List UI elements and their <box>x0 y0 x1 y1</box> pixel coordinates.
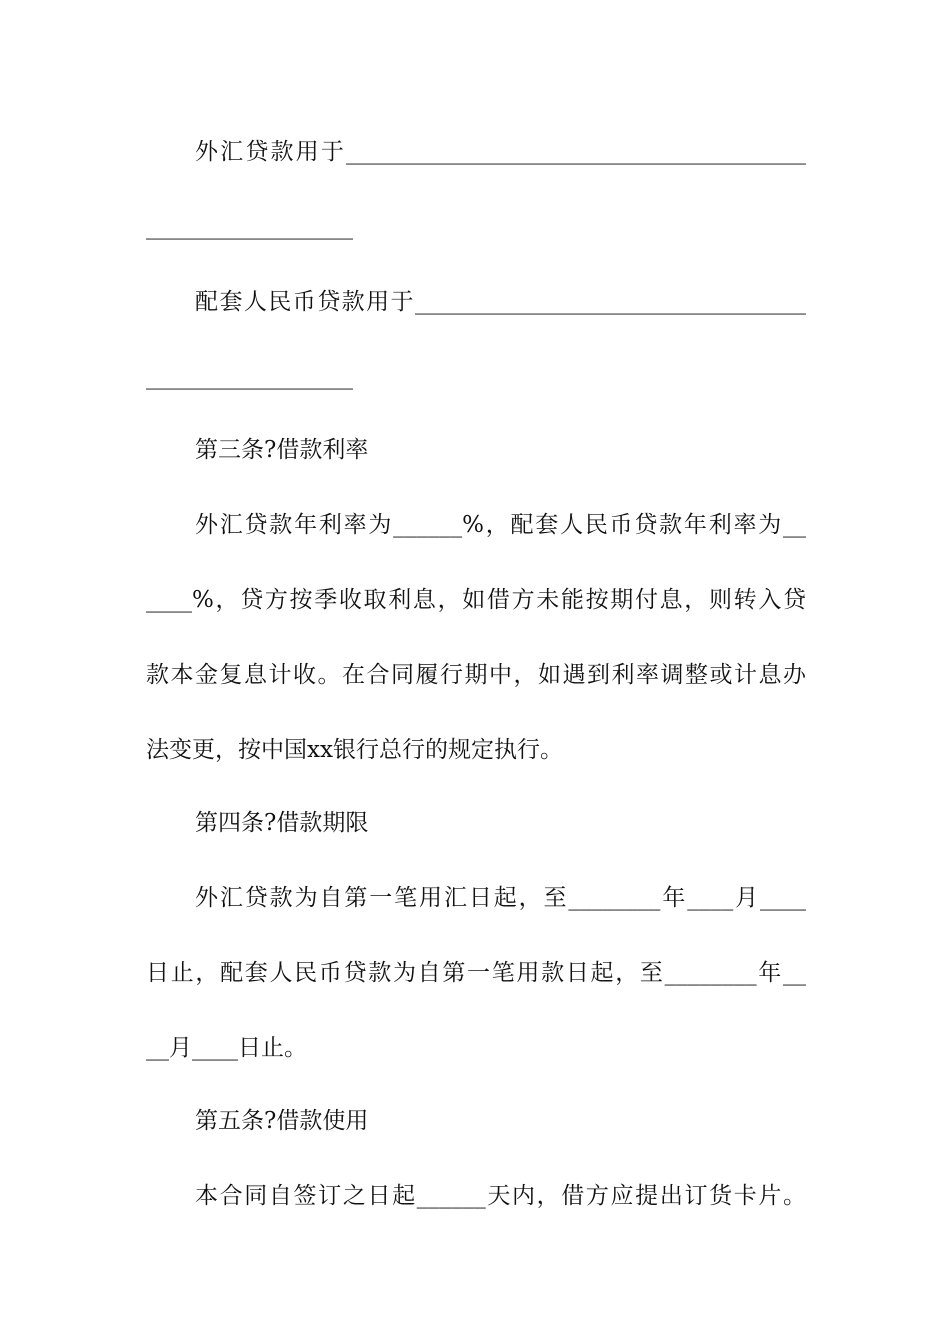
interest-rate-line-3: 款本金复息计收。在合同履行期中，如遇到利率调整或计息办 <box>146 662 806 688</box>
loan-term-line-2: 日止，配套人民币贷款为自第一笔用款日起，至________年__ <box>146 960 806 986</box>
article-5-heading: 第五条?借款使用 <box>195 1108 369 1134</box>
rmb-loan-use-line: 配套人民币贷款用于__________________________________ <box>195 289 806 315</box>
interest-rate-line-1: 外汇贷款年利率为______%，配套人民币贷款年利率为__ <box>195 512 806 538</box>
loan-term-line-1: 外汇贷款为自第一笔用汇日起，至________年____月____ <box>195 885 806 911</box>
loan-use-line-1: 本合同自签订之日起______天内，借方应提出订货卡片。 <box>195 1183 806 1209</box>
interest-rate-line-4: 法变更，按中国xx银行总行的规定执行。 <box>146 737 563 763</box>
foreign-loan-use-line: 外汇贷款用于________________________________________ <box>195 139 806 165</box>
foreign-loan-use-blank-continuation: __________________ <box>146 214 353 240</box>
article-3-heading: 第三条?借款利率 <box>195 437 369 463</box>
loan-term-line-3: __月____日止。 <box>146 1035 307 1061</box>
interest-rate-line-2: ____%，贷方按季收取利息，如借方未能按期付息，则转入贷 <box>146 587 806 613</box>
article-4-heading: 第四条?借款期限 <box>195 810 369 836</box>
rmb-loan-use-blank-continuation: __________________ <box>146 364 353 390</box>
